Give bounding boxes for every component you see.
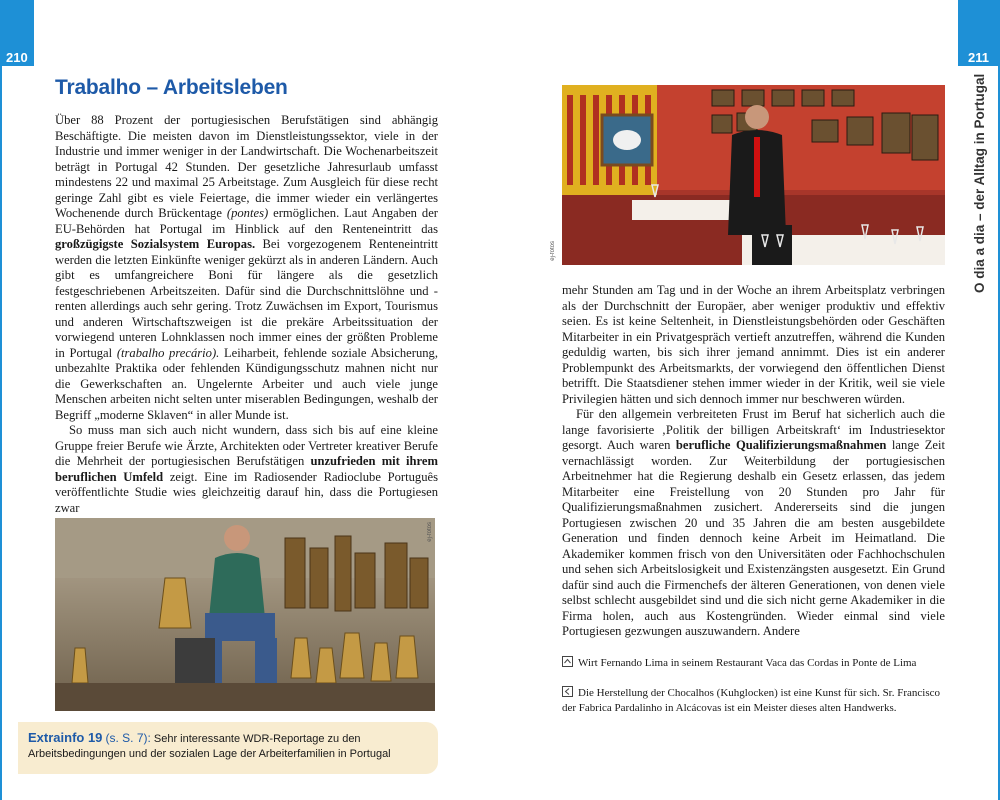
- caption-arrow-left-icon: [562, 686, 573, 697]
- workshop-photo: [55, 518, 435, 711]
- running-head: [958, 73, 998, 298]
- left-margin-line: [0, 66, 2, 800]
- workshop-photo-credit: ej-fotos: [427, 522, 433, 542]
- restaurant-caption-text: Wirt Fernando Lima in seinem Restaurant Vaca das Cordas in Ponte de Lima: [578, 657, 917, 669]
- extrainfo-content: [28, 730, 428, 762]
- left-page-number: 210: [6, 50, 28, 65]
- extrainfo-text: Sehr interessante WDR-Reportage zu den Arbeitsbedingungen und der sozialen Lage der Arbeiterfamilien in Portugal: [28, 733, 391, 760]
- left-paragraph-2: So muss man sich auch nicht wundern, dass sich bis auf eine kleine Gruppe freier Berufe wie Ärzte, Architekten oder Vertreter kreativer Berufe die Mehrheit der portugiesischen Berufstätigen unzufrieden mit ihrem beruflichen Umfeld zeigt. Eine im Radiosender Radioclube Português veröffentlichte Studie wies gleichzeitig darauf hin, dass die Portugiesen zwar: [55, 423, 439, 515]
- left-paragraph-1: Über 88 Prozent der portugiesischen Berufstätigen sind abhängig Beschäftigte. Die meisten davon im Dienstleistungssektor, viele in der Industrie und immer weniger in der Landwirtschaft. Die Wochenarbeitszeit beträgt in Portugal 42 Stunden. Der gesetzliche Jahresurlaub umfasst mindestens 22 und maximal 25 Arbeitstage. Zum Ausgleich für diese recht geringe Zahl gibt es viele Feiertage, die immer wieder ein verlängertes Wochenende durch Brückentage (pontes) ermöglichen. Laut Angaben der EU-Behörden hat Portugal im Hinblick auf den Renteneintritt das großzügigste Sozialsystem Europas. Bei vorgezogenem Renteneintritt werden die letzten Einkünfte weniger gekürzt als in anderen Ländern. Auch gibt es umfangreichere Boni für längere als die gesetzlich festgeschriebenen Arbeitszeiten. Dafür sind die Durchschnittslöhne und -renten allerdings auch sehr gering. Trotz Zuwächsen im Export, Tourismus und anderen Wirtschaftszweigen ist die prekäre Arbeitssituation der vorwiegend unteren Lohnklassen noch immer eines der größten Probleme in Portugal (trabalho precário). Leiharbeit, fehlende soziale Absicherung, unbezahlte Praktika oder fehlenden Kündigungsschutz mahnen nicht nur die Gewerkschaften an. Ungelernte Arbeiter und auch viele junge Menschen arbeiten nicht selten unter miserablen Bedingungen, weshalb der Begriff „moderne Sklaven“ in aller Munde ist.: [55, 113, 438, 422]
- restaurant-photo-credit: ej-fotos: [550, 241, 556, 261]
- workshop-caption-text: Die Herstellung der Chocalhos (Kuhglocken) ist eine Kunst für sich. Sr. Francisco der Fabrica Pardalinho in Alcácovas ist ein Meister dieses alten Handwerks.: [562, 687, 941, 714]
- extrainfo-label: Extrainfo 19: [28, 730, 103, 745]
- left-page-tab: [0, 0, 34, 66]
- right-text-column: [562, 283, 945, 640]
- extrainfo-box: [18, 722, 438, 774]
- right-page-number: 211: [968, 50, 989, 65]
- extrainfo-ref[interactable]: (s. S. 7):: [105, 731, 151, 745]
- restaurant-caption: [562, 656, 947, 671]
- right-page-tab: [958, 0, 1000, 66]
- running-head-text: O dia a dia – der Alltag in Portugal: [972, 73, 987, 293]
- caption-arrow-up-icon: [562, 656, 573, 667]
- workshop-caption: [562, 686, 947, 716]
- right-paragraph-1: mehr Stunden am Tag und in der Woche an ihrem Arbeitsplatz verbringen als der Durchschnitt der Europäer, aber weniger produktiv und effektiv seien. Es ist keine Seltenheit, in Dienstleistungsbehörden oder Geschäften Mitarbeiter in ein Privatgespräch vertieft anzutreffen, während die Kunden geduldig warten, bis sich ihrer jemand annimmt. Dies ist ein anderer Problempunkt des Arbeitsmarkts, der vorwiegend den öffentlichen Dienst betrifft. Die Staatsdiener stehen immer wieder in der Kritik, weil sie viele Privilegien hätten und sich dennoch immer nur beschweren würden.: [562, 283, 945, 406]
- restaurant-photo: [550, 85, 945, 265]
- page-title: Trabalho – Arbeitsleben: [55, 76, 288, 99]
- right-paragraph-2: Für den allgemein verbreiteten Frust im Beruf hat sicherlich auch die lange favorisierte ‚Politik der billigen Arbeitskraft‘ im Industriesektor gesorgt. Auch waren berufliche Qualifizierungsmaßnahmen lange Zeit vernachlässigt worden. Zur Weiterbildung der portugiesischen Arbeitnehmer hat die Regierung deshalb ein Gesetz erlassen, das jedem Mitarbeiter eine Freistellung von 20 Stunden pro Jahr für Qualifizierungsmaßnahmen zusichert. Andererseits sind die jungen Portugiesen zwischen 20 und 35 Jahren die am besten ausgebildete Generation und finden dennoch keine Arbeit im Heimatland. Die Akademiker kommen frisch von den Universitäten oder Fachhochschulen und sehen sich Arbeitslosigkeit und Existenzängsten ausgesetzt. Ein Grund dafür sind auch die Firmenchefs der älteren Generationen, von denen viele selbst schlecht ausgebildet sind und die sich nicht gerne Akademiker in die Firma holen, auch aus Kostengründen. Wieder einmal sind viele Portugiesen gezwungen auszuwandern. Andere: [562, 407, 946, 638]
- left-text-column: [55, 113, 438, 516]
